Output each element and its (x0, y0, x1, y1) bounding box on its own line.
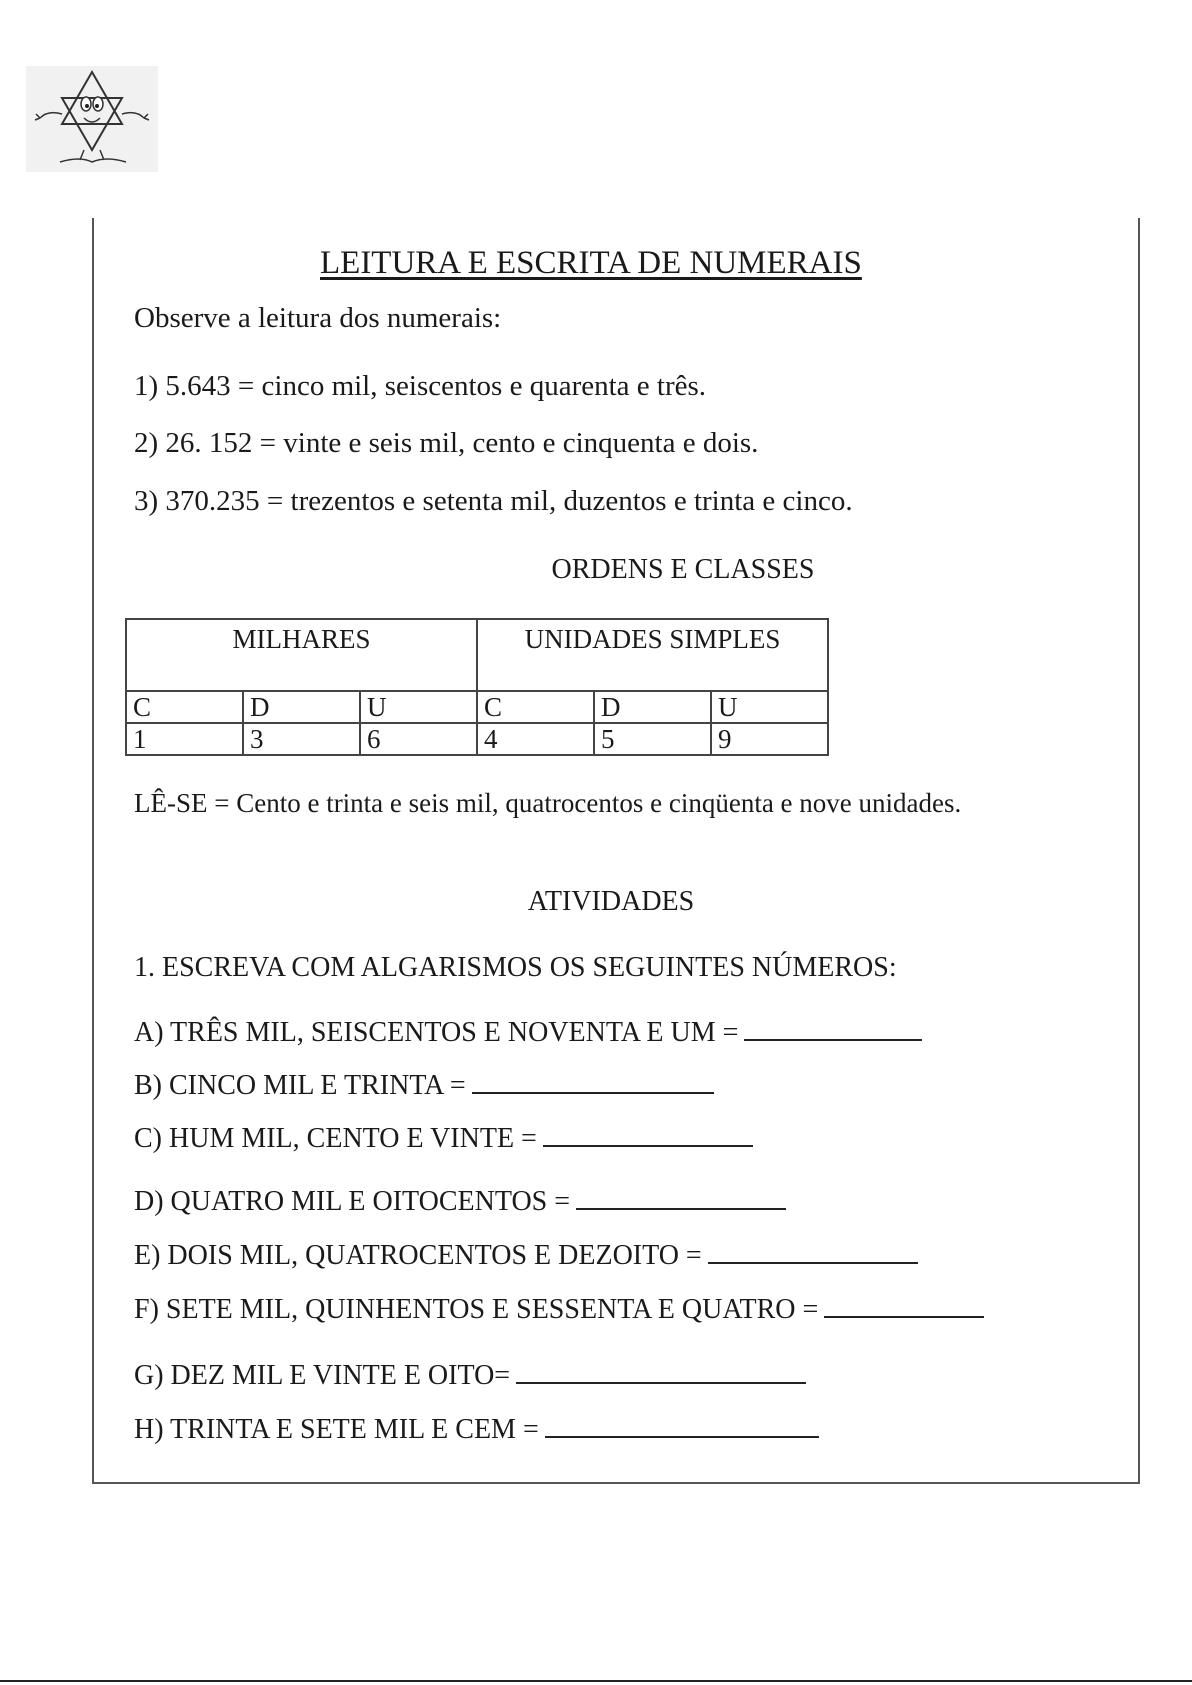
digit-cell: 6 (360, 723, 477, 755)
orders-classes-table (125, 618, 829, 756)
question-1: 1. ESCREVA COM ALGARISMOS OS SEGUINTES NÚMEROS: (134, 952, 897, 983)
activities-heading: ATIVIDADES (527, 886, 695, 917)
digit-cell: 5 (594, 723, 711, 755)
answer-blank-h[interactable] (545, 1434, 819, 1438)
digit-cell: 9 (711, 723, 828, 755)
item-h-text: H) TRINTA E SETE MIL E CEM = (134, 1414, 539, 1445)
page-title: LEITURA E ESCRITA DE NUMERAIS (320, 245, 862, 281)
item-b-text: B) CINCO MIL E TRINTA = (134, 1070, 466, 1101)
star-mascot-logo (26, 66, 158, 172)
class-milhares: MILHARES (126, 619, 477, 691)
answer-blank-g[interactable] (516, 1380, 806, 1384)
answer-blank-c[interactable] (543, 1143, 753, 1147)
example-3: 3) 370.235 = trezentos e setenta mil, duzentos e trinta e cinco. (134, 485, 853, 517)
class-unidades-simples: UNIDADES SIMPLES (477, 619, 828, 691)
order-cell: C (477, 691, 594, 723)
answer-blank-f[interactable] (824, 1314, 984, 1318)
order-cell: D (243, 691, 360, 723)
item-c (134, 1123, 753, 1155)
intro-text: Observe a leitura dos numerais: (134, 302, 502, 334)
answer-blank-d[interactable] (576, 1206, 786, 1210)
order-cell: C (126, 691, 243, 723)
order-cell: U (711, 691, 828, 723)
item-a-text: A) TRÊS MIL, SEISCENTOS E NOVENTA E UM = (134, 1017, 739, 1048)
table-row-orders (126, 691, 828, 723)
example-2: 2) 26. 152 = vinte e seis mil, cento e cinquenta e dois. (134, 427, 759, 459)
example-1: 1) 5.643 = cinco mil, seiscentos e quarenta e três. (134, 370, 707, 402)
table-row-classes (126, 619, 828, 691)
lese-text: LÊ-SE = Cento e trinta e seis mil, quatrocentos e cinqüenta e nove unidades. (134, 788, 962, 818)
item-e (134, 1240, 918, 1272)
item-c-text: C) HUM MIL, CENTO E VINTE = (134, 1123, 537, 1154)
item-h (134, 1414, 819, 1446)
orders-heading: ORDENS E CLASSES (551, 554, 815, 585)
item-f (134, 1294, 984, 1326)
item-g-text: G) DEZ MIL E VINTE E OITO= (134, 1360, 511, 1391)
table-row-digits (126, 723, 828, 755)
star-mascot-icon (26, 66, 158, 172)
item-e-text: E) DOIS MIL, QUATROCENTOS E DEZOITO = (134, 1240, 702, 1271)
order-cell: U (360, 691, 477, 723)
digit-cell: 1 (126, 723, 243, 755)
answer-blank-a[interactable] (744, 1037, 922, 1041)
page-bottom-rule (0, 1680, 1192, 1682)
digit-cell: 3 (243, 723, 360, 755)
item-g (134, 1360, 806, 1392)
order-cell: D (594, 691, 711, 723)
item-f-text: F) SETE MIL, QUINHENTOS E SESSENTA E QUATRO = (134, 1294, 819, 1325)
item-d-text: D) QUATRO MIL E OITOCENTOS = (134, 1186, 571, 1217)
answer-blank-b[interactable] (472, 1090, 714, 1094)
item-d (134, 1186, 786, 1218)
item-a (134, 1017, 922, 1049)
item-b (134, 1070, 714, 1102)
digit-cell: 4 (477, 723, 594, 755)
answer-blank-e[interactable] (708, 1260, 918, 1264)
